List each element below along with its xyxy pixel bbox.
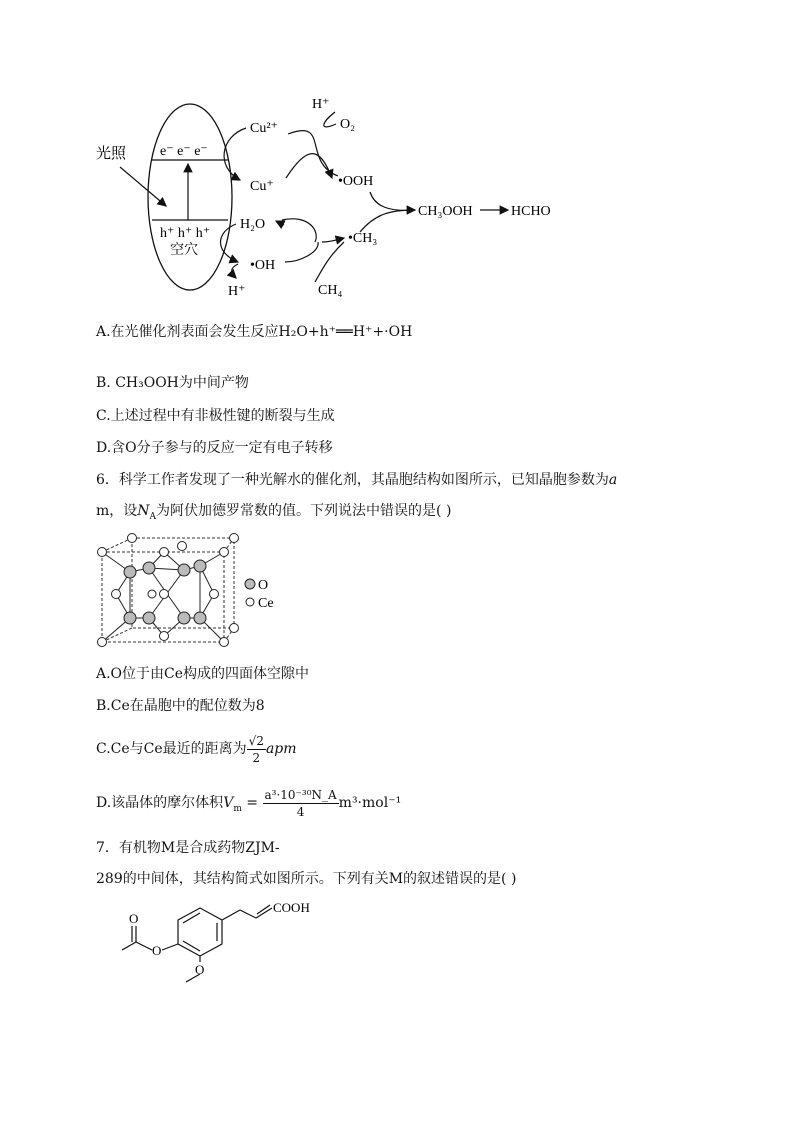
q6-option-d-fraction: $\frac{\text{a³·10⁻³⁰N\_A}}{4}$: [264, 787, 337, 819]
q7-stem-line2: 289的中间体，其结构简式如图所示。下列有关M的叙述错误的是( ): [96, 871, 517, 887]
q6-option-c-fraction: $\frac{√2}{2}$: [248, 733, 264, 765]
ch3ooh-label: CH₃OOH: [418, 204, 473, 219]
q6-option-a: A.O位于由Ce构成的四面体空隙中: [96, 666, 310, 682]
q6-option-d: D.该晶体的摩尔体积$V_m$ = $\frac{\text{a³·10⁻³⁰N\_A}}{4}$ m³·mol⁻¹: [96, 787, 402, 819]
molecule-structure-diagram: [96, 898, 326, 990]
hcho-label: HCHO: [511, 204, 551, 219]
cu1-label: Cu⁺: [250, 179, 274, 194]
h2o-label: H₂O: [240, 217, 266, 232]
legend-o-marker: [245, 579, 255, 589]
svg-text:O: O: [129, 911, 139, 926]
electrons-label: e⁻ e⁻ e⁻: [160, 144, 208, 159]
legend-ce-marker: [246, 598, 254, 606]
q6-option-b: B.Ce在晶胞中的配位数为8: [96, 698, 265, 714]
hole-name-label: 空穴: [170, 243, 198, 258]
q6-option-c: C.Ce与Ce最近的距离为 $\frac{√2}{2}$ apm: [96, 733, 297, 765]
q6-stem-line2: m，设$N_A$为阿伏加德罗常数的值。下列说法中错误的是( ): [96, 503, 452, 522]
q6-stem-line1: 6．科学工作者发现了一种光解水的催化剂，其晶胞结构如图所示，已知晶胞参数为a: [96, 472, 618, 488]
svg-text:O: O: [195, 962, 205, 977]
crystal-cell-diagram: [92, 532, 292, 650]
cooh-label: COOH: [273, 900, 310, 915]
h-plus-top-label: H⁺: [312, 97, 330, 112]
svg-text:O: O: [152, 943, 162, 958]
light-label: 光照: [96, 146, 127, 162]
h-plus-bottom-label: H⁺: [228, 284, 246, 299]
cu2-label: Cu²⁺: [250, 121, 278, 136]
legend-o-label: O: [258, 578, 269, 593]
oh-label: •OH: [250, 258, 276, 273]
photocatalysis-diagram: [90, 92, 580, 302]
catalyst-ellipse: [148, 104, 232, 290]
q5-option-c: C.上述过程中有非极性键的断裂与生成: [96, 408, 335, 424]
o2-label: O₂: [340, 117, 355, 132]
q5-option-d: D.含O分子参与的反应一定有电子转移: [96, 440, 333, 456]
legend-ce-label: Ce: [258, 596, 274, 611]
holes-label: h⁺ h⁺ h⁺: [160, 226, 211, 241]
q5-option-a: A.在光催化剂表面会发生反应H₂O+h⁺══H⁺+·OH: [96, 324, 413, 340]
q7-stem-line1: 7．有机物M是合成药物ZJM-: [96, 840, 280, 856]
q5-option-b: B. CH₃OOH为中间产物: [96, 375, 249, 391]
ch3-label: •CH₃: [348, 231, 378, 246]
ooh-label: •OOH: [338, 174, 374, 189]
ch4-label: CH₄: [318, 283, 343, 298]
